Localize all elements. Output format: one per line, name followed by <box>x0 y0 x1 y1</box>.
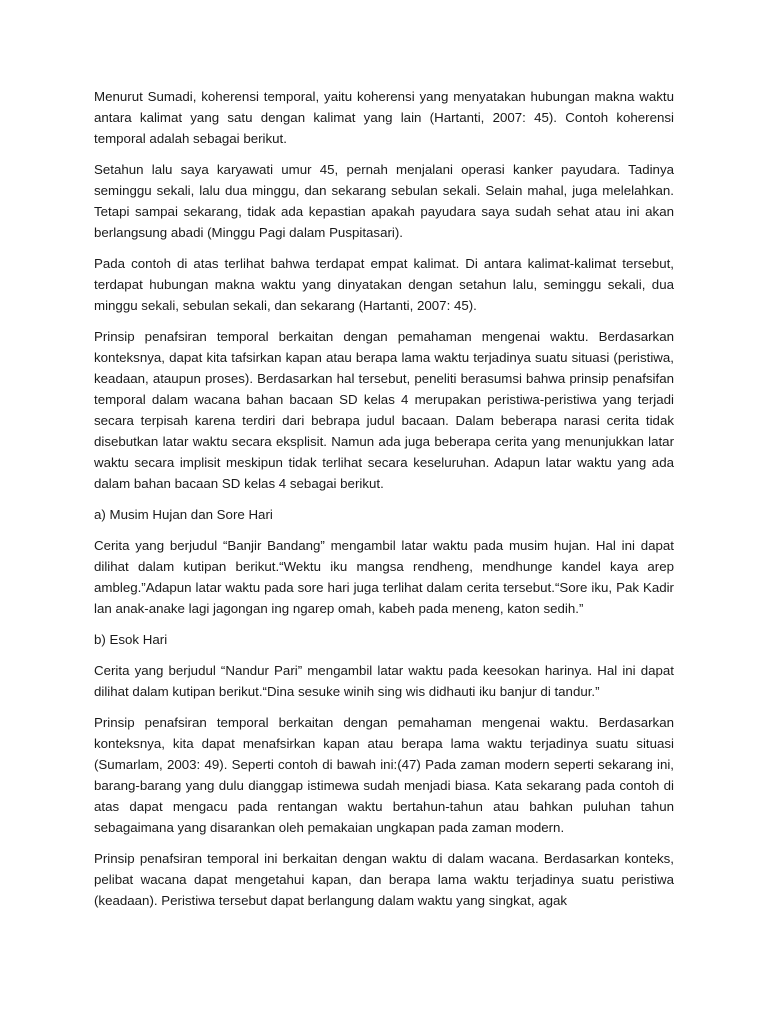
paragraph-2: Setahun lalu saya karyawati umur 45, pernah menjalani operasi kanker payudara. Tadinya seminggu sekali, lalu dua minggu, dan sekarang sebulan sekali. Selain mahal, juga melelahkan. Tetapi sampai sekarang, tidak ada kepastian apakah payudara saya sudah sehat atau ini akan berlangsung abadi (Minggu Pagi dalam Puspitasari). <box>94 162 674 240</box>
paragraph-7: Prinsip penafsiran temporal berkaitan dengan pemahaman mengenai waktu. Berdasarkan konteksnya, kita dapat menafsirkan kapan atau berapa lama waktu terjadinya suatu situasi (Sumarlam, 2003: 49). Seperti contoh di bawah ini:(47) Pada zaman modern seperti sekarang ini, barang-barang yang dulu dianggap istimewa sudah menjadi biasa. Kata sekarang pada contoh di atas dapat mengacu pada rentangan waktu bertahun-tahun atau bahkan puluhan tahun sebagaimana yang disarankan oleh pemakaian ungkapan pada zaman modern. <box>94 715 674 835</box>
paragraph-4: Prinsip penafsiran temporal berkaitan dengan pemahaman mengenai waktu. Berdasarkan konteksnya, dapat kita tafsirkan kapan atau berapa lama waktu terjadinya suatu situasi (peristiwa, keadaan, ataupun proses). Berdasarkan hal tersebut, peneliti berasumsi bahwa prinsip penafsifan temporal dalam wacana bahan bacaan SD kelas 4 merupakan peristiwa-peristiwa yang terjadi secara terpisah karena terdiri dari bebrapa judul bacaan. Dalam beberapa narasi cerita tidak disebutkan latar waktu secara eksplisit. Namun ada juga beberapa cerita yang menunjukkan latar waktu secara implisit meskipun tidak terlihat secara keseluruhan. Adapun latar waktu yang ada dalam bahan bacaan SD kelas 4 sebagai berikut. <box>94 329 674 491</box>
paragraph-3: Pada contoh di atas terlihat bahwa terdapat empat kalimat. Di antara kalimat-kalimat tersebut, terdapat hubungan makna waktu yang dinyatakan dengan setahun lalu, seminggu sekali, dua minggu sekali, sebulan sekali, dan sekarang (Hartanti, 2007: 45). <box>94 256 674 313</box>
document-page <box>94 86 674 921</box>
section-heading-b: b) Esok Hari <box>94 632 168 647</box>
paragraph-6: Cerita yang berjudul “Nandur Pari” mengambil latar waktu pada keesokan harinya. Hal ini dapat dilihat dalam kutipan berikut.“Dina sesuke winih sing wis didhauti iku banjur di tandur.” <box>94 663 674 699</box>
paragraph-1: Menurut Sumadi, koherensi temporal, yaitu koherensi yang menyatakan hubungan makna waktu antara kalimat yang satu dengan kalimat yang lain (Hartanti, 2007: 45). Contoh koherensi temporal adalah sebagai berikut. <box>94 89 674 146</box>
section-heading-a: a) Musim Hujan dan Sore Hari <box>94 507 273 522</box>
paragraph-5: Cerita yang berjudul “Banjir Bandang” mengambil latar waktu pada musim hujan. Hal ini dapat dilihat dalam kutipan berikut.“Wektu iku mangsa rendheng, mendhunge kandel kaya arep ambleg.”Adapun latar waktu pada sore hari juga terlihat dalam cerita tersebut.“Sore iku, Pak Kadir lan anak-anake lagi jagongan ing ngarep omah, kabeh pada meneng, katon sedih.” <box>94 538 674 616</box>
paragraph-8: Prinsip penafsiran temporal ini berkaitan dengan waktu di dalam wacana. Berdasarkan konteks, pelibat wacana dapat mengetahui kapan, dan berapa lama waktu terjadinya suatu peristiwa (keadaan). Peristiwa tersebut dapat berlangung dalam waktu yang singkat, agak <box>94 851 674 908</box>
